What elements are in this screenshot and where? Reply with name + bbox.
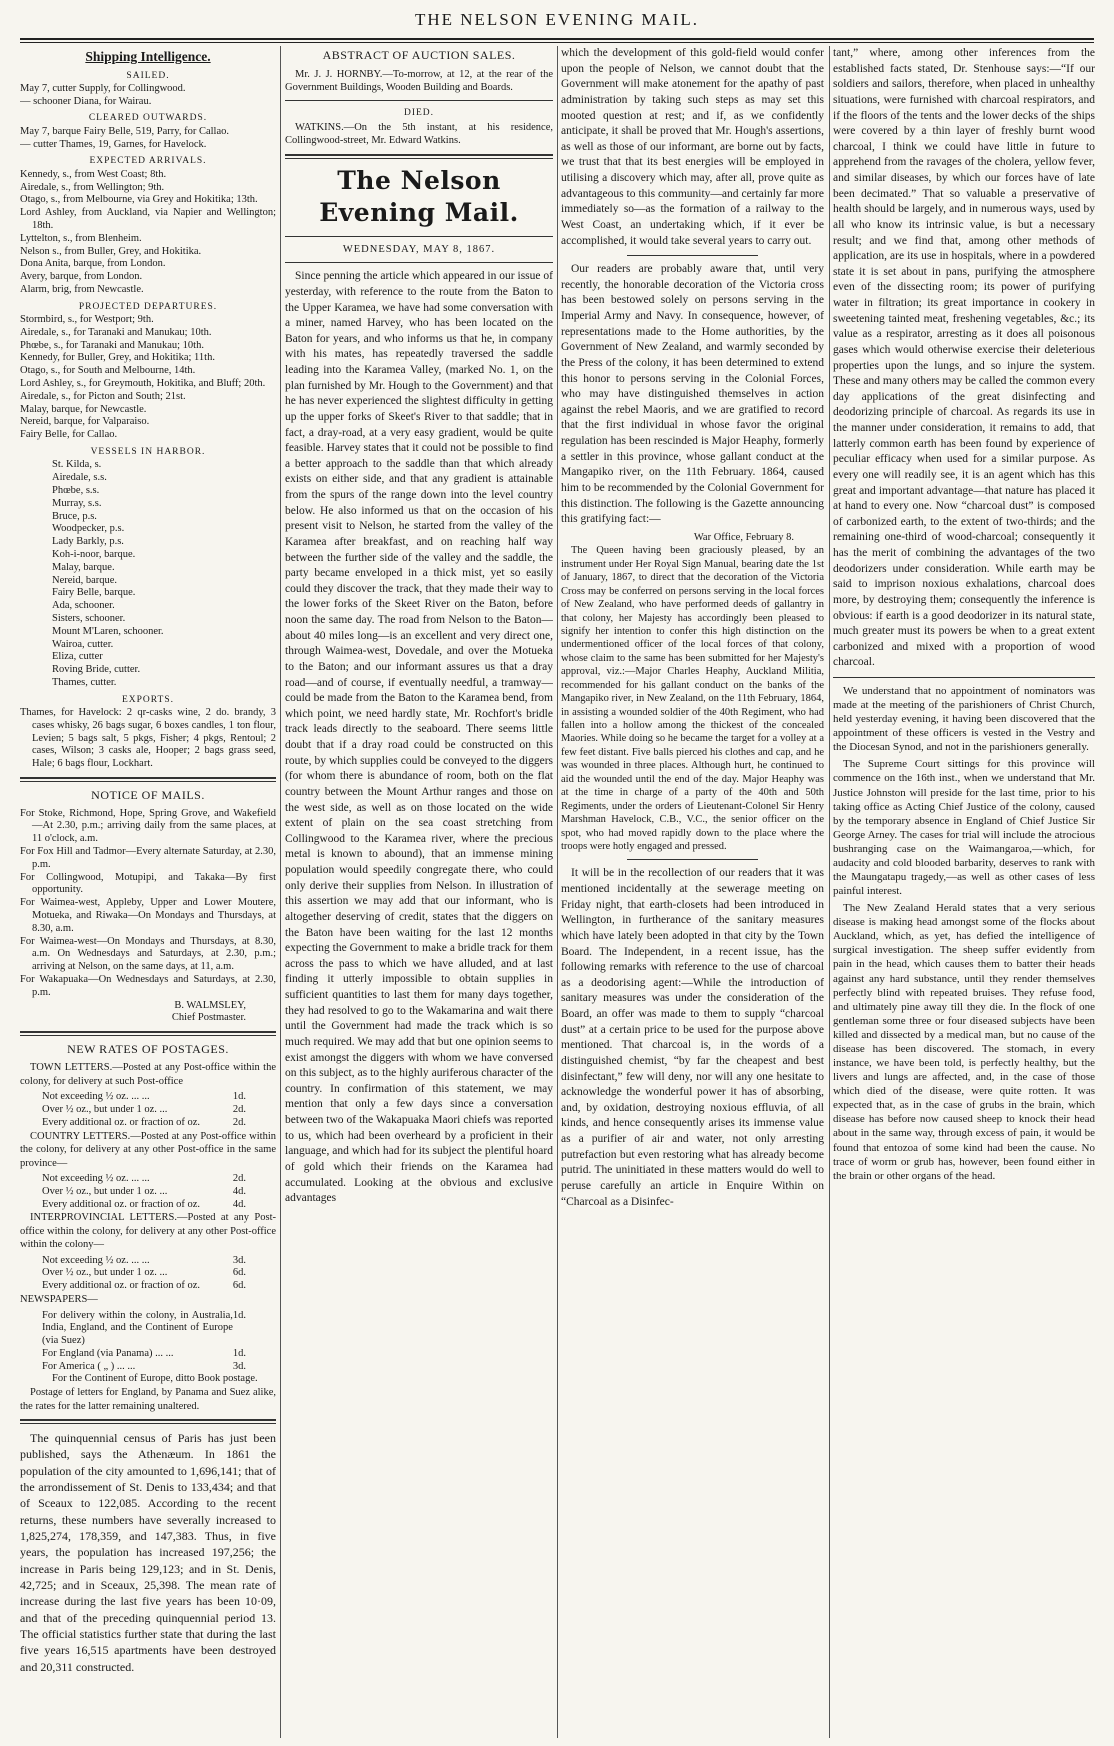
cleared-item: May 7, barque Fairy Belle, 519, Parry, for Callao. xyxy=(20,125,229,137)
rate-label: Over ½ oz., but under 1 oz. ... xyxy=(42,1104,168,1116)
expected-arrival-item: Kennedy, s., from West Coast; 8th. xyxy=(20,168,167,180)
projected-departures-list xyxy=(20,314,276,442)
town-rate-row xyxy=(20,1117,276,1130)
rate-value: 4d. xyxy=(232,1185,246,1197)
newspaper-rate-row xyxy=(20,1310,276,1348)
rate-label: Not exceeding ½ oz. ... ... xyxy=(42,1172,150,1184)
column-3 xyxy=(561,46,824,1738)
rate-label: Not exceeding ½ oz. ... ... xyxy=(42,1091,150,1103)
interprovincial-intro: INTERPROVINCIAL LETTERS.—Posted at any Post-office within the colony, for delivery at any other Post-office within the colony— xyxy=(20,1212,276,1251)
rate-label: For England (via Panama) ... ... xyxy=(42,1347,174,1359)
expected-arrival-item: Airedale, s., from Wellington; 9th. xyxy=(20,181,165,193)
rate-value: 3d. xyxy=(232,1360,246,1372)
continent-note: For the Continent of Europe, ditto Book postage. xyxy=(52,1373,258,1385)
rate-value: 2d. xyxy=(232,1116,246,1128)
masthead-date: WEDNESDAY, MAY 8, 1867. xyxy=(342,243,496,255)
died-text: WATKINS.—On the 5th instant, at his residence, Collingwood-street, Mr. Edward Watkins. xyxy=(285,121,553,147)
expected-arrival-item: Lyttelton, s., from Blenheim. xyxy=(20,232,142,244)
departure-item: Nereid, barque, for Valparaiso. xyxy=(20,416,150,428)
harbour-vessel-item: Ada, schooner. xyxy=(52,600,115,612)
rate-label: Not exceeding ½ oz. ... ... xyxy=(42,1254,150,1266)
newspapers-intro: NEWSPAPERS— xyxy=(20,1294,98,1306)
harbour-vessel-item: Wairoa, cutter. xyxy=(52,638,114,650)
rate-value: 1d. xyxy=(232,1347,246,1359)
departure-item: Kennedy, for Buller, Grey, and Hokitika; 11th. xyxy=(20,352,215,364)
census-paragraph: The quinquennial census of Paris has just been published, says the Athenæum. In 1861 the population of the city amounted to 1,696,141; that of the arrondissement of St. Denis to 133,434; and that of Sceaux to 122,085. According to the recent returns, these numbers have severally increased to 1,825,274, 178,359, and 147,383. Thus, in five years, the population has increased 197,256; the increase in Paris being 129,123; and in St. Denis, 42,725; and in Sceaux, 25,398. The mean rate of increase during the last five years has been 10·09, and that of the preceding quinquennial period 13. The official statistics further state that during the last five years 16,515 apartments have been destroyed and 20,311 constructed. xyxy=(20,1431,276,1674)
harbour-vessel-item: St. Kilda, s. xyxy=(52,459,102,471)
rate-value: 6d. xyxy=(232,1280,246,1292)
expected-arrival-item: Alarm, brig, from Newcastle. xyxy=(20,283,144,295)
vc-gazette-text: The Queen having been graciously pleased, by an instrument under Her Royal Sign Manual, bearing date the 1st of January, 1867, to direct that the decoration of the Victoria Cross may be conferred on persons serving in the local forces of New Zealand, who have performed deeds of gallantry in that colony, her Majesty has accordingly been pleased to signify her intention to confer this high distinction on the undermentioned officer of the local forces of that colony, whose claim to the same has been submitted for her Majesty's approval, viz.:—Major Charles Heaphy, Auckland Militia, recommended for his gallant conduct on the banks of the Mangapiko river, in New Zealand, on the 11th February, 1864, in assisting a wounded soldier of the 40th Regiment, who had fallen into a hollow among the thickest of the concealed Maories. While doing so he became the target for a volley at a few feet distant. Five balls pierced his clothes and cap, and he was wounded in three places. Although hurt, he continued to aid the wounded until the end of the day. Major Heaphy was at the time in charge of a party of the 40th and 50th Regiments, under the orders of Lieutenant-Colonel Sir Henry Marshman Havelock, C.B., V.C., the senior officer on the spot, who had moved rapidly down to the place where the troops were hotly engaged and pressed. xyxy=(561,545,824,852)
harbour-vessel-item: Mount M'Laren, schooner. xyxy=(52,625,164,637)
harbour-vessel-item: Lady Barkly, p.s. xyxy=(52,536,124,548)
harbour-vessel-item: Koh-i-noor, barque. xyxy=(52,548,136,560)
interprovincial-rate-row xyxy=(20,1280,276,1293)
rate-label: Every additional oz. or fraction of oz. xyxy=(42,1280,201,1292)
mails-list xyxy=(20,808,276,1000)
mail-schedule-item: For Waimea-west, Appleby, Upper and Lower Moutere, Motueka, and Riwaka—On Mondays and Thursdays, at 8.30, a.m. xyxy=(20,897,276,934)
expected-arrival-item: Otago, s., from Melbourne, via Grey and Hokitika; 13th. xyxy=(20,194,258,206)
interprovincial-rates xyxy=(20,1255,276,1293)
departure-item: Phœbe, s., for Taranaki and Manukau; 10th. xyxy=(20,339,204,351)
harbour-vessel-item: Thames, cutter. xyxy=(52,676,117,688)
expected-heading: EXPECTED ARRIVALS. xyxy=(89,156,207,167)
rate-label: Every additional oz. or fraction of oz. xyxy=(42,1198,201,1210)
expected-arrival-item: Nelson s., from Buller, Grey, and Hokitika. xyxy=(20,245,202,257)
departure-item: Airedale, s., for Picton and South; 21st. xyxy=(20,390,186,402)
masthead-title: The Nelson Evening Mail. xyxy=(319,165,519,228)
route-article-continued: which the development of this gold-field would confer upon the people of Nelson, we cannot doubt that the Government will make atonement for the apathy of past administration by taking such steps as may set this mooted question at rest; and if, as we confidently anticipate, it shall be proved that Mr. Hough's assertions, as well as those of our informant, are borne out by facts, we trust that that its best energies will be employed in utilising a discovery which may, after all, prove quite as advantageous to this community—and certainly far more immediately so—as the formation of a railway to the West Coast, an undertaking which, if it ever be accomplished, it would take several years to carry out. xyxy=(561,47,824,247)
sailed-list xyxy=(20,83,276,109)
divider xyxy=(285,262,553,263)
rate-label: Every additional oz. or fraction of oz. xyxy=(42,1116,201,1128)
harbour-vessel-item: Malay, barque. xyxy=(52,561,115,573)
vc-dateline: War Office, February 8. xyxy=(693,531,794,543)
rate-label: For delivery within the colony, in Australia, India, England, and the Continent of Europe (via Suez) xyxy=(42,1309,233,1347)
harbour-heading: VESSELS IN HARBOR. xyxy=(90,447,206,458)
rate-label: For America ( „ ) ... ... xyxy=(42,1360,136,1372)
newspaper-rates xyxy=(20,1310,276,1374)
charcoal-article-paragraph: It will be in the recollection of our readers that it was mentioned incidentally at the sewerage meeting on Friday night, that earth-closets had been introduced in Wellington, in furtherance of the sanitary measures which have lately been adopted in that city by the Town Board. The Independent, in a recent issue, has the following remarks with reference to the use of charcoal as a deodorising agent:—While the introduction of sanitary measures was under the consideration of the Board, an offer was made to them to supply “charcoal dust” at a certain price to be used for the purpose above mentioned. That charcoal is, in the words of a distinguished chemist, “by far the cheapest and best disinfectant,” few will deny, nor will any one hesitate to acknowledge the wonderful power it has of absorbing, and, by oxidation, destroying noxious effluvia, of all kinds, and hence consequently arises its immense value as a purifier of air and water, not only arresting putrefaction but even restoring what has already become putrid. The uninitiated in these matters would do well to peruse carefully an article in Enquire Within on “Charcoal as a Disinfec- xyxy=(561,867,824,1208)
route-article-paragraph: Since penning the article which appeared in our issue of yesterday, with reference to the route from the Baton to the Upper Karamea, we have had some conversation with a miner, named Harvey, who has been located on the Baton for years, and who informs us that he, in company with his mates, has repeatedly traversed the saddle leading into the Karamea Valley, (marked No. 1, on the plan furnished by Mr. Hough to the Government) and that he has never experienced the slightest difficulty in getting up the upper forks of Skeet's River to that saddle; that in fact, a dray-road, at a very easy gradient, would be quite feasible. Harvey states that it could not be possible to find a better approach to the saddle than that which already exists on either side, and that any gradient is attainable from the spurs of the range down into the level country below. He also informed us that on the occasion of his present visit to Nelson, he started from the valley of the Karamea after breakfast, and on reaching half way between the further side of the valley and the saddle, the party became enveloped in a thick mist, yet so easily could they discover the track, that they made their way to the lower forks of the Skeet River on the Baton, before noon the same day. The road from Nelson to the Baton—about 40 miles long—is an excellent and very direct one, through Waimea-west, Dovedale, and over the Motueka to the Baton; and our informant assures us that a dray road—and of course, if eventually needful, a tramway—could be made from the Baton to the Karamea bend, from which point, we need hardly state, Mr. Rochfort's bridle track leads directly to the seaboard. There seems little doubt that if a dray road could be constructed on this route, by which supplies could be conveyed to the diggers (for whom there is abundance of room, both on the flat country between the Mount Arthur ranges and those on the west side, as well as on those located on the wide extent of plain on the sea coast stretching from Collingwood to the Karamea river, where the precious metal is known to abound), that an immense mining population would speedily congregate there, who could only derive their supplies from Nelson. In illustration of this assertion we may add that our informant, who is altogether deserving of credit, states that the diggers on the Baton have been waiting for the last 12 months expecting the Government to make a bridle track for them across the pass to which we have alluded, and at last finding it utterly impossible to obtain supplies in sufficient quantities to last them for many days together, they had resolved to go to the Wakamarina and wait there until the Government had made the track which is so much required. We may add that but one opinion seems to exist amongst the diggers with whom we have conversed on this subject, as to the highly auriferous character of the country. In confirmation of this statement, we may mention that only a few days since a conversation between two of the Wakapuaka Maori chiefs was reported to us, which had been overheard by a proficient in their language, and which had for its subject the plentiful hoard of gold which their friends on the Karamea had accumulated. Looking at the obvious and exclusive advantages xyxy=(285,270,553,1205)
town-rate-row xyxy=(20,1104,276,1117)
vc-article-paragraph: Our readers are probably aware that, until very recently, the honorable decoration of the Victoria cross has been bestowed solely on persons serving in the Imperial Army and Navy. In consequence, however, of representations made to the Home authorities, by the Government of New Zealand, and warmly seconded by the Press of the colony, it has been determined to extend this honor to persons serving in the Colonial Forces, who may have distinguished themselves in action against the rebel Maoris, and we are gratified to record that the first individual in whose favor the original regulation has been rescinded is Major Heaphy, formerly a settler in this province, whose gallant conduct at the Mangapiko river, on the 11th February. 1864, caused him to be recommended by the Colonial Government for this distinction. The following is the Gazette announcing this gratifying fact:— xyxy=(561,263,824,526)
harbour-vessel-item: Eliza, cutter xyxy=(52,651,103,663)
supreme-court-paragraph: The Supreme Court sittings for this province will commence on the 16th inst., when we understand that Mr. Justice Johnston will preside for the last time, prior to his taking office as Acting Chief Justice of the colony, caused by the temporary absence in England of Chief Justice Sir George Arney. The cases for trial will include the atrocious bushranging case on the Waimangaroa,—which, for audacity and cold blooded barbarity, deserves to rank with the Maungatapu tragedy,—as well as other cases of less painful interest. xyxy=(833,758,1095,898)
country-letters-intro: COUNTRY LETTERS.—Posted at any Post-office within the colony, for delivery at any other Post-office in the same province— xyxy=(20,1130,276,1169)
departure-item: Otago, s., for South and Melbourne, 14th. xyxy=(20,365,196,377)
departure-item: Stormbird, s., for Westport; 9th. xyxy=(20,314,154,326)
sheep-disease-paragraph: The New Zealand Herald states that a very serious disease is making head amongst some of the flocks about Auckland, which, as yet, has defied the intelligence of surgical investigation. The sheep suffer evidently from pain in the head, which causes them to batter their heads against any hard substance, until they render themselves perfectly blind with repeated bruises. They refuse food, and ultimately pine away till they die. In the flock of one gentleman some three or four diseased subjects have been killed and dissected by a medical man, but no cause of the disease has been discovered. The stomach, in every instance, we have been told, is perfectly healthy, but the livers and lungs are affected, and, in the case of those which died of the disease, were quite rotten. It was expected that, as in the case of grubs in the brain, which disease has before now caused sheep to knock their head about in the same way, through excess of pain, it would be found that entozoa of some kind had been the cause. No trace of worm or grub has, however, been found either in the brain or other organs of the head. xyxy=(833,902,1095,1182)
mails-signature-name: B. WALMSLEY, xyxy=(174,999,246,1011)
country-rate-row xyxy=(20,1173,276,1186)
divider xyxy=(285,236,553,237)
divider xyxy=(627,255,759,256)
town-letters-intro: TOWN LETTERS.—Posted at any Post-office within the colony, for delivery at such Post-office xyxy=(20,1062,276,1087)
town-rate-row xyxy=(20,1091,276,1104)
column-divider xyxy=(829,46,830,1738)
expected-arrival-item: Dona Anita, barque, from London. xyxy=(20,258,166,270)
harbour-vessel-item: Airedale, s.s. xyxy=(52,472,107,484)
departure-item: Airedale, s., for Taranaki and Manukau; 10th. xyxy=(20,326,212,338)
harbour-vessel-item: Bruce, p.s. xyxy=(52,510,97,522)
interprovincial-rate-row xyxy=(20,1267,276,1280)
departure-item: Malay, barque, for Newcastle. xyxy=(20,403,147,415)
died-title: DIED. xyxy=(403,108,435,119)
exports-heading: EXPORTS. xyxy=(121,694,175,705)
sailed-item: May 7, cutter Supply, for Collingwood. xyxy=(20,82,186,94)
harbour-vessel-item: Nereid, barque. xyxy=(52,574,118,586)
header-rule xyxy=(20,38,1094,43)
rate-value: 3d. xyxy=(232,1254,246,1266)
postage-footer: Postage of letters for England, by Panama and Suez alike, the rates for the latter remaining unaltered. xyxy=(20,1387,276,1412)
newspaper-rate-row xyxy=(20,1361,276,1374)
rate-label: Over ½ oz., but under 1 oz. ... xyxy=(42,1185,168,1197)
divider xyxy=(20,1419,276,1424)
country-rate-row xyxy=(20,1186,276,1199)
rate-value: 4d. xyxy=(232,1198,246,1210)
postage-title: NEW RATES OF POSTAGES. xyxy=(67,1041,229,1056)
expected-arrival-item: Avery, barque, from London. xyxy=(20,271,143,283)
divider xyxy=(833,677,1095,678)
harbour-vessel-item: Murray, s.s. xyxy=(52,497,102,509)
column-divider xyxy=(280,46,281,1738)
cleared-item: — cutter Thames, 19, Garnes, for Havelock. xyxy=(20,138,207,150)
rate-label: Over ½ oz., but under 1 oz. ... xyxy=(42,1267,168,1279)
sailed-item: — schooner Diana, for Wairau. xyxy=(20,95,152,107)
divider xyxy=(285,154,553,159)
harbour-vessel-item: Woodpecker, p.s. xyxy=(52,523,125,535)
divider xyxy=(20,1031,276,1036)
auction-text: Mr. J. J. HORNBY.—To-morrow, at 12, at the rear of the Government Buildings, Wooden Building and Boards. xyxy=(285,68,553,94)
harbour-vessel-item: Roving Bride, cutter. xyxy=(52,664,141,676)
auction-title: ABSTRACT OF AUCTION SALES. xyxy=(322,48,516,62)
divider xyxy=(20,777,276,782)
charcoal-article-continued: tant,” where, among other inferences from the established facts stated, Dr. Stenhouse says:—“If our soldiers and sailors, therefore, when placed in unhealthy situations, were furnished with charcoal respirators, and if the floors of the tents and the lower decks of the ships were covered by a thin layer of freshly burnt wood charcoal, I think we could have little in future to apprehend from the ravages of the cholera, yellow fever, and similar diseases, by which our forces have of late been decimated.” That so valuable a preservative of health should be largely, and in numerous ways, used by all who know its intrinsic value, is but a necessary result; and we find that, among other methods of application, are its use in hospitals, where in a powdered state it is set about in pans, purifying the atmosphere even of the dissecting room; its power of purifying water in filtration; its great importance in cookery in sweetening tainted meat, freshening vegetables, &c.; its value as a respirator, arresting as it does all poisonous gases which would otherwise exercise their deleterious properties upon the lungs, and so injure the system. These and many others may be called the common every day applications of the great disinfecting and deodorizing principle of charcoal. As regards its use in the manner under consideration, it remains to add, that latterly common earth has been found by experience of peculiar efficacy when used for a similar purpose. As every one will readily see, it is an agent which has this great and important advantage—that nature has placed it at hand to every one. Now “charcoal dust” is composed of carbonized earth, to the extent of two-thirds; and the remaining one-third of wood-charcoal; consequently it has the merit of combining the advantages of the two deodorizers under consideration. While earth may be said to imprison noxious exhalations, charcoal does more, by destroying them; consequently the inference is obvious: if earth is a good deodorizer in its natural state, much greater must its powers be when to a great extent carbonized and mixed with a proportion of wood charcoal. xyxy=(833,47,1095,669)
page-header: THE NELSON EVENING MAIL. xyxy=(414,10,700,29)
harbour-vessel-item: Sisters, schooner. xyxy=(52,612,126,624)
mails-title: NOTICE OF MAILS. xyxy=(91,788,205,803)
rate-value: 1d. xyxy=(232,1091,246,1103)
departure-item: Lord Ashley, s., for Greymouth, Hokitika, and Bluff; 20th. xyxy=(20,378,266,390)
rate-value: 2d. xyxy=(232,1172,246,1184)
town-rates xyxy=(20,1091,276,1129)
exports-text: Thames, for Havelock: 2 qr-casks wine, 2 do. brandy, 3 cases whisky, 26 bags sugar, 6 boxes candles, 1 ton flour, Levien; 5 bags salt, 5 pkgs, Fisher; 4 pkgs, Rentoul; 2 cases, Wilson; 3 casks ale, Hooper; 2 bags grass seed, Hale; 6 bags flour, Lockhart. xyxy=(20,707,276,770)
country-rate-row xyxy=(20,1199,276,1212)
column-2 xyxy=(285,46,553,1738)
column-1 xyxy=(20,46,276,1738)
rate-value: 1d. xyxy=(232,1309,246,1321)
rate-value: 2d. xyxy=(232,1104,246,1116)
mail-schedule-item: For Fox Hill and Tadmor—Every alternate Saturday, at 2.30, p.m. xyxy=(20,846,276,870)
sailed-heading: SAILED. xyxy=(126,70,170,81)
divider xyxy=(285,100,553,101)
mail-schedule-item: For Waimea-west—On Mondays and Thursdays, at 8.30, a.m. On Wednesdays and Saturdays, at 2.30, p.m.; arriving at Nelson, on the same days, at 11, a.m. xyxy=(20,935,276,973)
newspaper-rate-row xyxy=(20,1348,276,1361)
country-rates xyxy=(20,1173,276,1211)
vessels-in-harbour-list xyxy=(20,459,276,689)
nominators-paragraph: We understand that no appointment of nominators was made at the meeting of the parishioners of Christ Church, held yesterday evening, it having been discovered that the appointment of these officers is vested in the Vestry and the Diocesan Synod, and not in the parishioners generally. xyxy=(833,685,1095,754)
mail-schedule-item: For Wakapuaka—On Wednesdays and Saturdays, at 2.30, p.m. xyxy=(20,974,276,998)
interprovincial-rate-row xyxy=(20,1255,276,1268)
column-4 xyxy=(833,46,1095,1738)
shipping-title: Shipping Intelligence. xyxy=(85,49,211,64)
expected-arrivals-list xyxy=(20,169,276,297)
column-divider xyxy=(557,46,558,1738)
cleared-heading: CLEARED OUTWARDS. xyxy=(88,113,208,124)
harbour-vessel-item: Phœbe, s.s. xyxy=(52,484,100,496)
cleared-list xyxy=(20,126,276,152)
expected-arrival-item: Lord Ashley, from Auckland, via Napier and Wellington; 18th. xyxy=(20,207,276,231)
mail-schedule-item: For Stoke, Richmond, Hope, Spring Grove, and Wakefield—At 2.30, p.m.; arriving daily from the same places, at 11 o'clock, a.m. xyxy=(20,807,276,845)
rate-value: 6d. xyxy=(232,1267,246,1279)
divider xyxy=(627,859,759,860)
departure-item: Fairy Belle, for Callao. xyxy=(20,429,118,441)
departures-heading: PROJECTED DEPARTURES. xyxy=(78,301,218,312)
harbour-vessel-item: Fairy Belle, barque. xyxy=(52,587,136,599)
mails-signature-title: Chief Postmaster. xyxy=(171,1012,246,1024)
mail-schedule-item: For Collingwood, Motupipi, and Takaka—By first opportunity. xyxy=(20,871,276,896)
